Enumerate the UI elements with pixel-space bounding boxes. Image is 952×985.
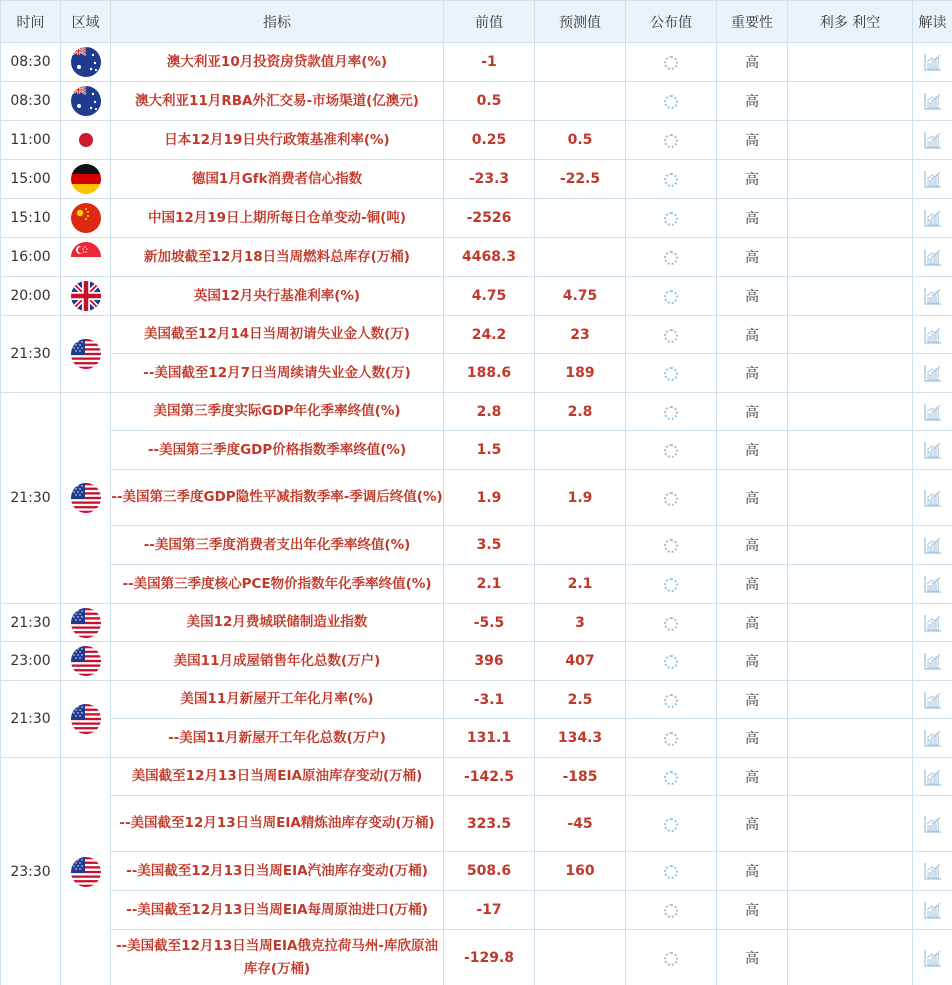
forecast-value: 134.3 — [535, 719, 626, 758]
importance-value: 高 — [717, 526, 788, 565]
analysis-cell[interactable] — [913, 160, 952, 199]
event-time: 23:30 — [1, 758, 61, 985]
importance-value: 高 — [717, 199, 788, 238]
table-row — [1, 82, 952, 121]
loading-spinner-icon — [664, 492, 678, 506]
forecast-value: 189 — [535, 354, 626, 393]
indicator-name[interactable]: 美国截至12月13日当周EIA原油库存变动(万桶) — [111, 758, 444, 796]
usa-flag-icon — [71, 704, 101, 734]
loading-spinner-icon — [664, 173, 678, 187]
chart-analysis-icon[interactable] — [923, 651, 943, 670]
indicator-name[interactable]: 日本12月19日央行政策基准利率(%) — [111, 121, 444, 160]
actual-value — [626, 470, 717, 526]
actual-value — [626, 852, 717, 891]
header-actual: 公布值 — [626, 1, 717, 43]
importance-value: 高 — [717, 604, 788, 642]
table-row — [1, 930, 952, 985]
loading-spinner-icon — [664, 865, 678, 879]
usa-flag-icon — [71, 483, 101, 513]
region-cell — [61, 121, 111, 160]
table-row — [1, 393, 952, 431]
event-time: 23:00 — [1, 642, 61, 681]
table-row — [1, 470, 952, 526]
chart-analysis-icon[interactable] — [923, 52, 943, 71]
loading-spinner-icon — [664, 771, 678, 785]
analysis-cell[interactable] — [913, 719, 952, 758]
previous-value: 2.1 — [444, 565, 535, 604]
importance-value: 高 — [717, 681, 788, 719]
analysis-cell[interactable] — [913, 930, 952, 985]
indicator-name[interactable]: 澳大利亚10月投资房贷款值月率(%) — [111, 43, 444, 82]
table-row — [1, 891, 952, 930]
impact-cell — [788, 121, 913, 160]
loading-spinner-icon — [664, 617, 678, 631]
indicator-name[interactable]: --美国截至12月13日当周EIA俄克拉荷马州-库欣原油库存(万桶) — [111, 930, 444, 985]
usa-flag-icon — [71, 339, 101, 369]
event-time: 21:30 — [1, 393, 61, 604]
indicator-name[interactable]: --美国第三季度GDP价格指数季率终值(%) — [111, 431, 444, 470]
uk-flag-icon — [71, 281, 101, 311]
forecast-value — [535, 431, 626, 470]
previous-value: 2.8 — [444, 393, 535, 431]
chart-analysis-icon[interactable] — [923, 689, 943, 708]
previous-value: 188.6 — [444, 354, 535, 393]
analysis-cell[interactable] — [913, 354, 952, 393]
previous-value: 323.5 — [444, 796, 535, 852]
forecast-value: 4.75 — [535, 277, 626, 316]
loading-spinner-icon — [664, 539, 678, 553]
impact-cell — [788, 82, 913, 121]
chart-analysis-icon[interactable] — [923, 286, 943, 305]
table-row — [1, 238, 952, 277]
chart-analysis-icon[interactable] — [923, 861, 943, 880]
region-cell — [61, 758, 111, 985]
indicator-name[interactable]: 新加坡截至12月18日当周燃料总库存(万桶) — [111, 238, 444, 277]
table-row — [1, 565, 952, 604]
previous-value: -1 — [444, 43, 535, 82]
chart-analysis-icon[interactable] — [923, 363, 943, 382]
actual-value — [626, 199, 717, 238]
indicator-name[interactable]: 美国11月成屋销售年化总数(万户) — [111, 642, 444, 681]
previous-value: -129.8 — [444, 930, 535, 985]
impact-cell — [788, 930, 913, 985]
forecast-value: 2.8 — [535, 393, 626, 431]
analysis-cell[interactable] — [913, 565, 952, 604]
indicator-name[interactable]: 英国12月央行基准利率(%) — [111, 277, 444, 316]
importance-value: 高 — [717, 160, 788, 199]
previous-value: 131.1 — [444, 719, 535, 758]
analysis-cell[interactable] — [913, 470, 952, 526]
previous-value: -17 — [444, 891, 535, 930]
previous-value: 4468.3 — [444, 238, 535, 277]
actual-value — [626, 277, 717, 316]
forecast-value: -185 — [535, 758, 626, 796]
analysis-cell[interactable] — [913, 431, 952, 470]
region-cell — [61, 277, 111, 316]
event-time: 21:30 — [1, 316, 61, 393]
loading-spinner-icon — [664, 329, 678, 343]
chart-analysis-icon[interactable] — [923, 900, 943, 919]
forecast-value — [535, 43, 626, 82]
importance-value: 高 — [717, 852, 788, 891]
indicator-name[interactable]: 美国截至12月14日当周初请失业金人数(万) — [111, 316, 444, 354]
impact-cell — [788, 199, 913, 238]
impact-cell — [788, 565, 913, 604]
chart-analysis-icon[interactable] — [923, 612, 943, 631]
importance-value: 高 — [717, 642, 788, 681]
previous-value: 0.5 — [444, 82, 535, 121]
indicator-name[interactable]: --美国截至12月13日当周EIA汽油库存变动(万桶) — [111, 852, 444, 891]
indicator-name[interactable]: --美国截至12月7日当周续请失业金人数(万) — [111, 354, 444, 393]
australia-flag-icon — [71, 86, 101, 116]
previous-value: 1.5 — [444, 431, 535, 470]
previous-value: 508.6 — [444, 852, 535, 891]
previous-value: -2526 — [444, 199, 535, 238]
table-row — [1, 431, 952, 470]
loading-spinner-icon — [664, 251, 678, 265]
table-row — [1, 277, 952, 316]
loading-spinner-icon — [664, 732, 678, 746]
impact-cell — [788, 852, 913, 891]
singapore-flag-icon — [71, 242, 101, 272]
loading-spinner-icon — [664, 904, 678, 918]
actual-value — [626, 681, 717, 719]
importance-value: 高 — [717, 719, 788, 758]
table-row — [1, 160, 952, 199]
actual-value — [626, 121, 717, 160]
indicator-name[interactable]: --美国截至12月13日当周EIA精炼油库存变动(万桶) — [111, 796, 444, 852]
impact-cell — [788, 796, 913, 852]
table-row — [1, 719, 952, 758]
chart-analysis-icon[interactable] — [923, 947, 943, 966]
forecast-value: 160 — [535, 852, 626, 891]
event-time: 16:00 — [1, 238, 61, 277]
impact-cell — [788, 354, 913, 393]
previous-value: 3.5 — [444, 526, 535, 565]
analysis-cell[interactable] — [913, 43, 952, 82]
table-row — [1, 316, 952, 354]
actual-value — [626, 930, 717, 985]
table-row — [1, 642, 952, 681]
region-cell — [61, 604, 111, 642]
analysis-cell[interactable] — [913, 82, 952, 121]
previous-value: -5.5 — [444, 604, 535, 642]
table-row — [1, 121, 952, 160]
impact-cell — [788, 604, 913, 642]
loading-spinner-icon — [664, 56, 678, 70]
actual-value — [626, 796, 717, 852]
indicator-name[interactable]: --美国第三季度消费者支出年化季率终值(%) — [111, 526, 444, 565]
previous-value: 396 — [444, 642, 535, 681]
china-flag-icon — [71, 203, 101, 233]
germany-flag-icon — [71, 164, 101, 194]
analysis-cell[interactable] — [913, 316, 952, 354]
actual-value — [626, 719, 717, 758]
chart-analysis-icon[interactable] — [923, 324, 943, 343]
table-header-row — [1, 1, 952, 43]
analysis-cell[interactable] — [913, 604, 952, 642]
importance-value: 高 — [717, 930, 788, 985]
importance-value: 高 — [717, 470, 788, 526]
forecast-value — [535, 238, 626, 277]
analysis-cell[interactable] — [913, 526, 952, 565]
importance-value: 高 — [717, 354, 788, 393]
impact-cell — [788, 891, 913, 930]
usa-flag-icon — [71, 608, 101, 638]
impact-cell — [788, 393, 913, 431]
actual-value — [626, 431, 717, 470]
region-cell — [61, 316, 111, 393]
indicator-name[interactable]: --美国第三季度核心PCE物价指数年化季率终值(%) — [111, 565, 444, 604]
analysis-cell[interactable] — [913, 758, 952, 796]
forecast-value — [535, 82, 626, 121]
header-region: 区域 — [61, 1, 111, 43]
calendar-body — [1, 43, 952, 985]
indicator-name[interactable]: 美国11月新屋开工年化月率(%) — [111, 681, 444, 719]
indicator-name[interactable]: 中国12月19日上期所每日仓单变动-铜(吨) — [111, 199, 444, 238]
importance-value: 高 — [717, 82, 788, 121]
table-row — [1, 43, 952, 82]
table-row — [1, 681, 952, 719]
actual-value — [626, 160, 717, 199]
chart-analysis-icon[interactable] — [923, 169, 943, 188]
importance-value: 高 — [717, 238, 788, 277]
event-time: 20:00 — [1, 277, 61, 316]
previous-value: 1.9 — [444, 470, 535, 526]
previous-value: -3.1 — [444, 681, 535, 719]
event-time: 21:30 — [1, 681, 61, 758]
impact-cell — [788, 758, 913, 796]
table-row — [1, 354, 952, 393]
impact-cell — [788, 681, 913, 719]
importance-value: 高 — [717, 796, 788, 852]
loading-spinner-icon — [664, 290, 678, 304]
actual-value — [626, 565, 717, 604]
analysis-cell[interactable] — [913, 277, 952, 316]
analysis-cell[interactable] — [913, 238, 952, 277]
event-time: 08:30 — [1, 43, 61, 82]
loading-spinner-icon — [664, 212, 678, 226]
header-importance: 重要性 — [717, 1, 788, 43]
importance-value: 高 — [717, 277, 788, 316]
forecast-value: -22.5 — [535, 160, 626, 199]
chart-analysis-icon[interactable] — [923, 440, 943, 459]
table-row — [1, 604, 952, 642]
event-time: 21:30 — [1, 604, 61, 642]
loading-spinner-icon — [664, 818, 678, 832]
indicator-name[interactable]: 美国12月费城联储制造业指数 — [111, 604, 444, 642]
impact-cell — [788, 642, 913, 681]
loading-spinner-icon — [664, 367, 678, 381]
chart-analysis-icon[interactable] — [923, 91, 943, 110]
region-cell — [61, 43, 111, 82]
chart-analysis-icon[interactable] — [923, 766, 943, 785]
impact-cell — [788, 470, 913, 526]
header-forecast: 预测值 — [535, 1, 626, 43]
table-row — [1, 526, 952, 565]
forecast-value: 2.5 — [535, 681, 626, 719]
australia-flag-icon — [71, 47, 101, 77]
analysis-cell[interactable] — [913, 642, 952, 681]
region-cell — [61, 238, 111, 277]
chart-analysis-icon[interactable] — [923, 208, 943, 227]
previous-value: 0.25 — [444, 121, 535, 160]
impact-cell — [788, 277, 913, 316]
previous-value: 24.2 — [444, 316, 535, 354]
chart-analysis-icon[interactable] — [923, 813, 943, 832]
analysis-cell[interactable] — [913, 891, 952, 930]
forecast-value: 2.1 — [535, 565, 626, 604]
impact-cell — [788, 719, 913, 758]
table-row — [1, 199, 952, 238]
actual-value — [626, 526, 717, 565]
impact-cell — [788, 160, 913, 199]
forecast-value: 23 — [535, 316, 626, 354]
previous-value: -142.5 — [444, 758, 535, 796]
header-previous: 前值 — [444, 1, 535, 43]
indicator-name[interactable]: --美国第三季度GDP隐性平减指数季率-季调后终值(%) — [111, 470, 444, 526]
importance-value: 高 — [717, 891, 788, 930]
analysis-cell[interactable] — [913, 199, 952, 238]
japan-flag-icon — [71, 125, 101, 155]
loading-spinner-icon — [664, 952, 678, 966]
table-row — [1, 852, 952, 891]
actual-value — [626, 238, 717, 277]
chart-analysis-icon[interactable] — [923, 401, 943, 420]
importance-value: 高 — [717, 393, 788, 431]
actual-value — [626, 758, 717, 796]
loading-spinner-icon — [664, 694, 678, 708]
importance-value: 高 — [717, 43, 788, 82]
chart-analysis-icon[interactable] — [923, 535, 943, 554]
importance-value: 高 — [717, 431, 788, 470]
analysis-cell[interactable] — [913, 393, 952, 431]
impact-cell — [788, 43, 913, 82]
forecast-value: 407 — [535, 642, 626, 681]
actual-value — [626, 82, 717, 121]
chart-analysis-icon[interactable] — [923, 574, 943, 593]
chart-analysis-icon[interactable] — [923, 728, 943, 747]
loading-spinner-icon — [664, 578, 678, 592]
loading-spinner-icon — [664, 655, 678, 669]
table-row — [1, 796, 952, 852]
header-analysis: 解读 — [913, 1, 952, 43]
analysis-cell[interactable] — [913, 852, 952, 891]
chart-analysis-icon[interactable] — [923, 247, 943, 266]
actual-value — [626, 354, 717, 393]
previous-value: 4.75 — [444, 277, 535, 316]
chart-analysis-icon[interactable] — [923, 487, 943, 506]
region-cell — [61, 199, 111, 238]
chart-analysis-icon[interactable] — [923, 130, 943, 149]
indicator-name[interactable]: --美国11月新屋开工年化总数(万户) — [111, 719, 444, 758]
header-impact: 利多 利空 — [788, 1, 913, 43]
impact-cell — [788, 316, 913, 354]
importance-value: 高 — [717, 565, 788, 604]
impact-cell — [788, 431, 913, 470]
event-time: 08:30 — [1, 82, 61, 121]
impact-cell — [788, 526, 913, 565]
actual-value — [626, 316, 717, 354]
actual-value — [626, 604, 717, 642]
region-cell — [61, 681, 111, 758]
analysis-cell[interactable] — [913, 796, 952, 852]
impact-cell — [788, 238, 913, 277]
usa-flag-icon — [71, 646, 101, 676]
loading-spinner-icon — [664, 134, 678, 148]
region-cell — [61, 393, 111, 604]
header-indicator: 指标 — [111, 1, 444, 43]
forecast-value: 1.9 — [535, 470, 626, 526]
analysis-cell[interactable] — [913, 681, 952, 719]
importance-value: 高 — [717, 758, 788, 796]
actual-value — [626, 891, 717, 930]
previous-value: -23.3 — [444, 160, 535, 199]
header-time: 时间 — [1, 1, 61, 43]
forecast-value: 0.5 — [535, 121, 626, 160]
importance-value: 高 — [717, 121, 788, 160]
region-cell — [61, 160, 111, 199]
analysis-cell[interactable] — [913, 121, 952, 160]
event-time: 11:00 — [1, 121, 61, 160]
indicator-name[interactable]: 澳大利亚11月RBA外汇交易-市场渠道(亿澳元) — [111, 82, 444, 121]
loading-spinner-icon — [664, 95, 678, 109]
actual-value — [626, 642, 717, 681]
forecast-value — [535, 526, 626, 565]
forecast-value: 3 — [535, 604, 626, 642]
indicator-name[interactable]: 德国1月Gfk消费者信心指数 — [111, 160, 444, 199]
usa-flag-icon — [71, 857, 101, 887]
forecast-value — [535, 199, 626, 238]
forecast-value — [535, 891, 626, 930]
loading-spinner-icon — [664, 444, 678, 458]
region-cell — [61, 82, 111, 121]
loading-spinner-icon — [664, 406, 678, 420]
actual-value — [626, 43, 717, 82]
forecast-value — [535, 930, 626, 985]
indicator-name[interactable]: 美国第三季度实际GDP年化季率终值(%) — [111, 393, 444, 431]
importance-value: 高 — [717, 316, 788, 354]
table-row — [1, 758, 952, 796]
region-cell — [61, 642, 111, 681]
forecast-value: -45 — [535, 796, 626, 852]
event-time: 15:00 — [1, 160, 61, 199]
actual-value — [626, 393, 717, 431]
indicator-name[interactable]: --美国截至12月13日当周EIA每周原油进口(万桶) — [111, 891, 444, 930]
event-time: 15:10 — [1, 199, 61, 238]
